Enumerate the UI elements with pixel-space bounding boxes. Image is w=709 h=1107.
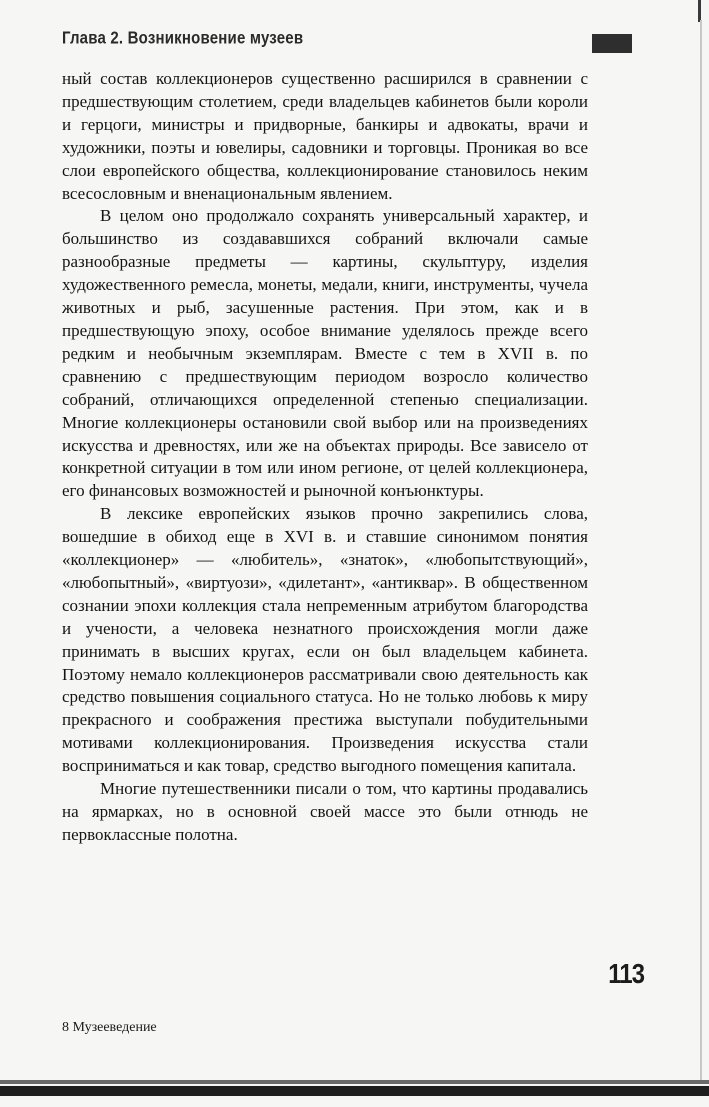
body-text [62, 68, 588, 847]
paragraph-3: В лексике европейских языков прочно закрепились слова, вошедшие в обиход еще в XVI в. и ставшие синонимом понятия «коллекционер» — «любитель», «знаток», «любопытствующий», «любопытный», «виртуози», «дилетант», «антиквар». В общественном сознании эпохи коллекция стала непременным атрибутом благородства и учености, а человека незнатного происхождения могли даже принимать в высших кругах, если он был владельцем кабинета. Поэтому немало коллекционеров рассматривали свою деятельность как средство повышения социального статуса. Но не только любовь к миру прекрасного и соображения престижа выступали побудительными мотивами коллекционирования. Произведения искусства стали восприниматься и как товар, средство выгодного помещения капитала. [62, 504, 588, 776]
bottom-edge-dark [0, 1086, 709, 1096]
page-number: 113 [608, 958, 645, 989]
footer-signature: 8 Музееведение [62, 1020, 157, 1035]
running-head-bar [592, 34, 632, 53]
running-head: Глава 2. Возникновение музеев [62, 28, 304, 48]
paragraph-1: ный состав коллекционеров существенно расширился в сравнении с предшествующим столетием, среди владельцев кабинетов были короли и герцоги, министры и придворные, банкиры и адвокаты, врачи и художники, поэты и ювелиры, садовники и торговцы. Проникая во все слои европейского общества, коллекционирование становилось неким всесословным и вненациональным явлением. [62, 69, 588, 203]
bottom-edge-gray [0, 1080, 709, 1084]
page-edge-shadow [700, 20, 702, 1080]
paragraph-2: В целом оно продолжало сохранять универсальный характер, и большинство из создававшихся собраний включали самые разнообразные предметы — картины, скульптуру, изделия художественного ремесла, монеты, медали, книги, инструменты, чучела животных и рыб, засушенные растения. При этом, как и в предшествующую эпоху, особое внимание уделялось прежде всего редким и необычным экземплярам. Вместе с тем в XVII в. по сравнению с предшествующим периодом возросло количество собраний, отличающихся определенной степенью специализации. Многие коллекционеры остановили свой выбор или на произведениях искусства и древностях, или же на объектах природы. Все зависело от конкретной ситуации в том или ином регионе, от целей коллекционера, его финансовых возможностей и рыночной конъюнктуры. [62, 206, 588, 501]
page-edge-mark [698, 0, 701, 22]
paragraph-4: Многие путешественники писали о том, что картины продавались на ярмарках, но в основной своей массе это были отнюдь не первоклассные полотна. [62, 779, 588, 844]
